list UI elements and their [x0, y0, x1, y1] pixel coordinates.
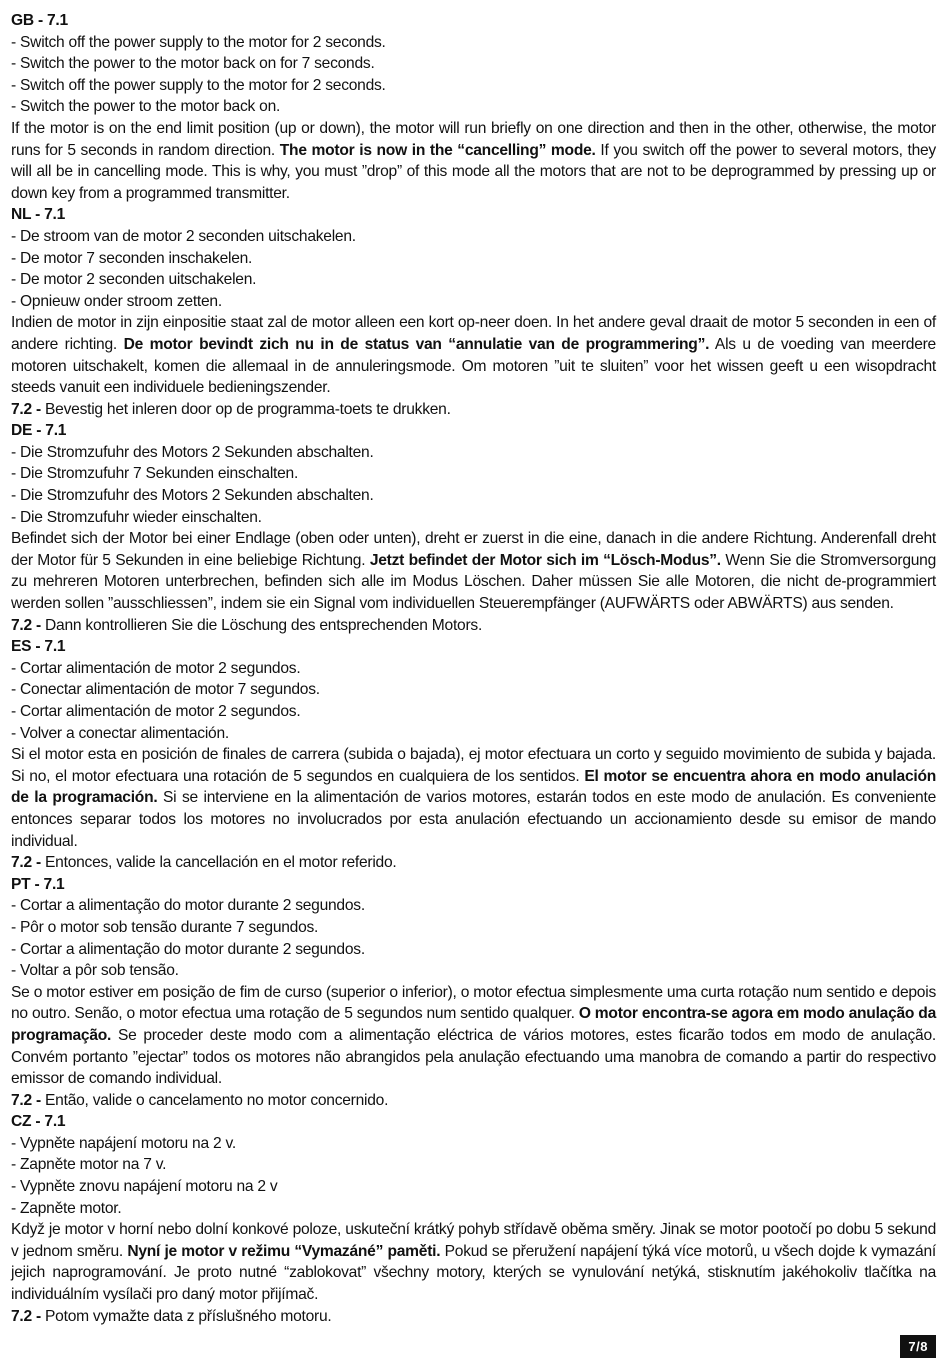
confirm-step	[11, 852, 936, 874]
description-text: Befindet sich der Motor bei einer Endlage (oben oder unten), dreht er zuerst in die eine, danach in die andere Richtung. Anderenfall dreht der Motor für 5 Sekunden in eine beliebige Richtung.	[11, 530, 936, 569]
confirm-text: Bevestig het inleren door op de programma-toets te drukken.	[40, 400, 451, 418]
section-heading: ES - 7.1	[11, 638, 66, 656]
description-paragraph	[11, 1219, 936, 1305]
step-item: - Die Stromzufuhr des Motors 2 Sekunden abschalten.	[11, 443, 374, 461]
confirm-text: Então, valide o cancelamento no motor concernido.	[40, 1091, 389, 1109]
confirm-label: 7.2 -	[11, 1091, 41, 1109]
mode-notice-bold: El motor se encuentra ahora en modo anulación de la programación.	[11, 767, 936, 807]
description-text: If the motor is on the end limit position (up or down), the motor will run briefly on one direction and then in the other, otherwise, the motor runs for 5 seconds in random direction.	[11, 119, 936, 159]
confirm-text: Entonces, valide la cancellación en el motor referido.	[40, 854, 397, 872]
step-item: - Die Stromzufuhr des Motors 2 Sekunden abschalten.	[11, 487, 374, 505]
step-item: - Pôr o motor sob tensão durante 7 segundos.	[11, 918, 319, 936]
mode-notice-bold: Jetzt befindet der Motor sich im “Lösch-Modus”.	[369, 551, 721, 569]
description-text: Se proceder deste modo com a alimentação eléctrica de vários motores, estes ficarão todos em modo de anulação. Convém portanto ”ejectar” todos os motores não abrangidos pela anulação efectuando uma manobra de comando a partir do respectivo emissor de comando individual.	[11, 1026, 936, 1088]
confirm-step	[11, 399, 936, 421]
description-text: Wenn Sie die Stromversorgung zu mehreren Motoren unterbrechen, befinden sich alle im Modus Löschen. Daher müssen Sie alle Motoren, die nicht de-programmiert werden sollen ”ausschliessen”, indem sie ein Signal vom individuellen Steuerempfänger (AUFWÄRTS oder ABWÄRTS) aus senden.	[11, 551, 937, 613]
confirm-text: Potom vymažte data z příslušného motoru.	[40, 1307, 332, 1325]
step-item: - Vypněte napájení motoru na 2 v.	[11, 1134, 236, 1152]
step-item: - Conectar alimentación de motor 7 segundos.	[11, 681, 320, 699]
mode-notice-bold: De motor bevindt zich nu in de status van “annulatie van de programmering”.	[123, 335, 710, 353]
step-item: - Zapněte motor na 7 v.	[11, 1156, 167, 1174]
step-item: - Cortar a alimentação do motor durante 2 segundos.	[11, 897, 365, 915]
section-heading: NL - 7.1	[11, 206, 66, 224]
step-item: - Cortar alimentación de motor 2 segundos.	[11, 659, 301, 677]
description-text: If you switch off the power to several motors, they will all be in cancelling mode. This is why, you must ”drop” of this mode all the motors that are not to be deprogrammed by pressing up or down key from a programmed transmitter.	[11, 141, 936, 202]
description-text: Indien de motor in zijn einpositie staat zal de motor alleen een kort op-neer doen. In het andere geval draait de motor 5 seconden in een of andere richting.	[11, 314, 936, 353]
section-heading: GB - 7.1	[11, 12, 68, 29]
confirm-step	[11, 1090, 936, 1112]
step-item: - Switch off the power supply to the motor for 2 seconds.	[11, 76, 386, 94]
step-item: - De motor 7 seconden inschakelen.	[11, 249, 253, 267]
description-paragraph	[11, 982, 936, 1090]
step-item: - Voltar a pôr sob tensão.	[11, 962, 179, 980]
confirm-label: 7.2 -	[11, 616, 41, 634]
description-text: Když je motor v horní nebo dolní konkové poloze, uskuteční krátký pohyb střídavě oběma směry. Jinak se motor pootočí po dobu 5 sekund v jednom směru.	[11, 1221, 936, 1260]
page-number-badge: 7/8	[900, 1335, 936, 1358]
description-paragraph	[11, 528, 936, 614]
description-paragraph	[11, 118, 936, 204]
mode-notice-bold: Nyní je motor v režimu “Vymazáné” paměti.	[127, 1242, 441, 1260]
confirm-label: 7.2 -	[11, 854, 41, 872]
section-heading: PT - 7.1	[11, 875, 65, 893]
step-item: - Switch the power to the motor back on for 7 seconds.	[11, 55, 375, 73]
step-item: - Volver a conectar alimentación.	[11, 724, 229, 742]
description-text: Se o motor estiver em posição de fim de curso (superior o inferior), o motor efectua simplesmente uma curta rotação num sentido e depois no outro. Senão, o motor efectua uma rotação de 5 segundos num sentido qualquer.	[11, 983, 936, 1023]
description-text: Pokud se přeružení napájení týká více motorů, u všech dojde k vymazání jejich naprogramování. Je proto nutné “zablokovat” všechny motory, kterých se vynulování netýká, stisknutím jakéhokoliv tlačítka na individuálním vysílači pro daný motor přijímač.	[11, 1242, 936, 1304]
confirm-step	[11, 1306, 936, 1328]
confirm-step	[11, 615, 936, 637]
confirm-label: 7.2 -	[11, 400, 41, 418]
section-de	[11, 420, 936, 636]
step-item: - Die Stromzufuhr wieder einschalten.	[11, 508, 262, 526]
step-item: - Die Stromzufuhr 7 Sekunden einschalten.	[11, 465, 299, 483]
confirm-text: Dann kontrollieren Sie die Löschung des entsprechenden Motors.	[40, 616, 483, 634]
section-pt	[11, 874, 936, 1112]
step-item: - De motor 2 seconden uitschakelen.	[11, 271, 257, 289]
step-item: - De stroom van de motor 2 seconden uitschakelen.	[11, 227, 356, 245]
step-item: - Cortar a alimentação do motor durante 2 segundos.	[11, 940, 365, 958]
section-heading: CZ - 7.1	[11, 1113, 66, 1131]
mode-notice-bold: O motor encontra-se agora em modo anulação da programação.	[11, 1005, 936, 1044]
confirm-label: 7.2 -	[11, 1307, 41, 1325]
step-item: - Cortar alimentación de motor 2 segundos.	[11, 703, 301, 720]
section-gb	[11, 10, 936, 204]
section-nl	[11, 204, 936, 420]
manual-page-text	[11, 10, 936, 1327]
description-text: Als u de voeding van meerdere motoren uitschakelt, komen die allemaal in de annuleringsmode. Om motoren ”uit te sluiten” voor het wissen geeft u een wisopdracht steeds vanuit een individuele bedieningszender.	[11, 335, 936, 397]
step-item: - Vypněte znovu napájení motoru na 2 v	[11, 1178, 278, 1196]
step-item: - Opnieuw onder stroom zetten.	[11, 292, 222, 310]
description-paragraph	[11, 744, 936, 852]
step-item: - Zapněte motor.	[11, 1199, 122, 1217]
description-text: Si se interviene en la alimentación de varios motores, estarán todos en este modo de anulación. Es conveniente entonces separar todos los motores no involucrados por esta anulación efectuando un accionamiento desde su emisor de mando individual.	[11, 789, 936, 850]
section-heading: DE - 7.1	[11, 422, 67, 440]
step-item: - Switch off the power supply to the motor for 2 seconds.	[11, 33, 386, 51]
step-item: - Switch the power to the motor back on.	[11, 98, 281, 116]
section-es	[11, 636, 936, 874]
description-text: Si el motor esta en posición de finales de carrera (subida o bajada), ej motor efectuara un corto y seguido movimiento de subida y bajada. Si no, el motor efectuara una rotación de 5 segundos en cualquiera de los sentidos.	[11, 746, 936, 785]
section-cz	[11, 1111, 936, 1327]
mode-notice-bold: The motor is now in the “cancelling” mode.	[279, 141, 596, 159]
description-paragraph	[11, 312, 936, 398]
